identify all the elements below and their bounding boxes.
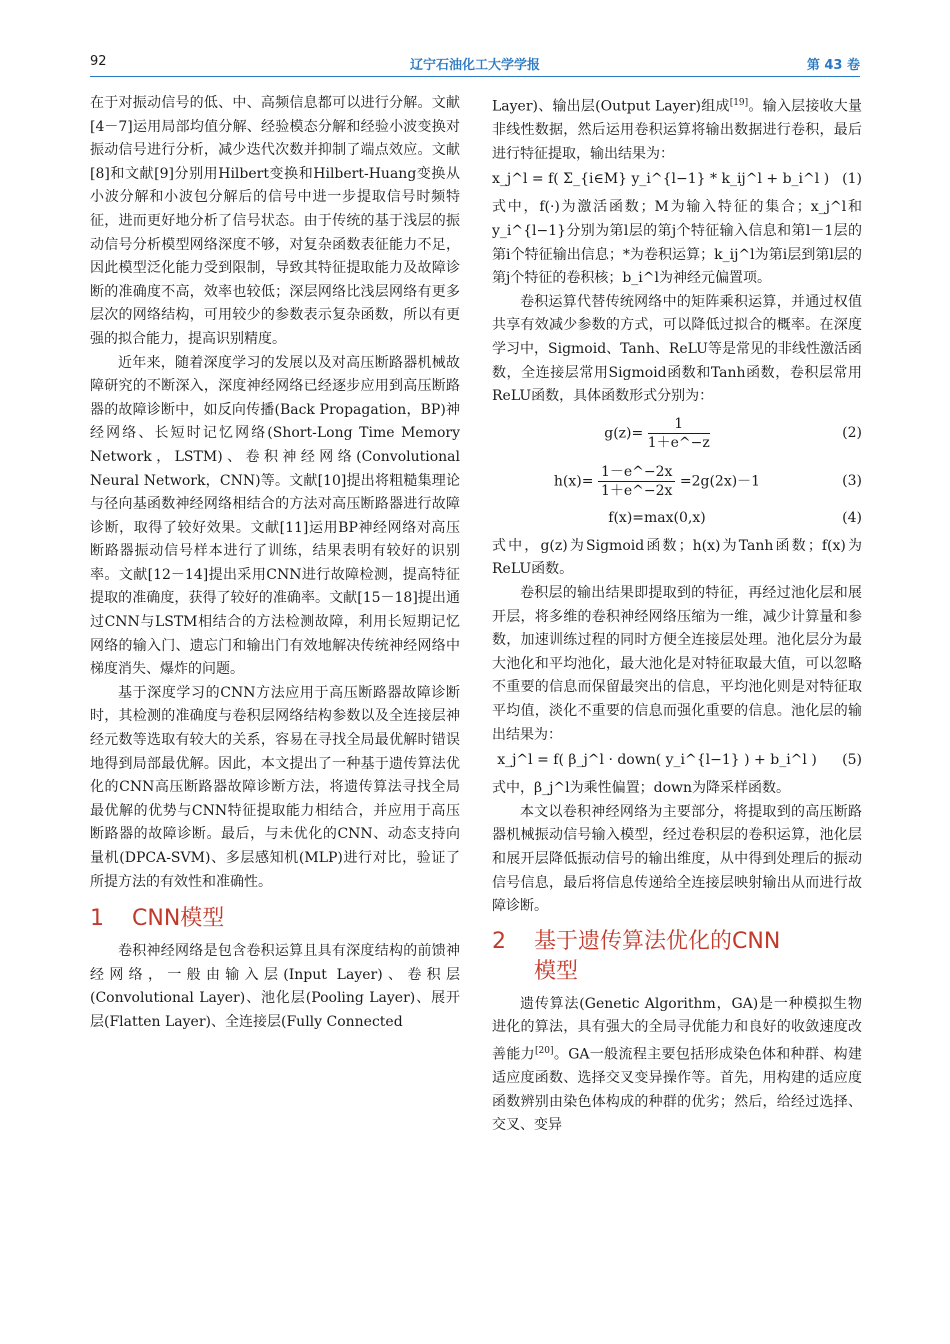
section-title-continued: 模型	[534, 958, 579, 984]
equation-number: (5)	[842, 752, 862, 769]
paragraph: 式中，g(z)为Sigmoid函数；h(x)为Tanh函数；f(x)为ReLU函数。	[492, 537, 862, 578]
equation-number: (4)	[842, 509, 862, 526]
section-title: CNN模型	[132, 906, 225, 932]
section-title: 基于遗传算法优化的CNN	[534, 928, 781, 954]
right-column	[492, 92, 862, 1138]
paragraph: 近年来，随着深度学习的发展以及对高压断路器机械故障研究的不断深入，深度神经网络已经逐步应用到高压断路器的故障诊断中，如反向传播(Back Propagation，BP)神经网络、长短时记忆网络(Short-Long Time Memory Network，LSTM)、卷积神经网络(Convolutional Neural Network，CNN)等。文献[10]提出将粗糙集理论与径向基函数神经网络相结合的方法对高压断路器进行故障诊断，取得了较好效果。文献[11]运用BP神经网络对高压断路器振动信号样本进行了训练，结果表明有较好的识别率。文献[12－14]提出采用CNN进行故障检测，提高特征提取的准确度，获得了较好的准确率。文献[15－18]提出通过CNN与LSTM相结合的方法检测故障，利用长短期记忆网络的输入门、遗忘门和输出门有效地解决传统神经网络中梯度消失、爆炸的问题。	[90, 354, 460, 678]
paragraph: 卷积运算代替传统网络中的矩阵乘积运算，并通过权值共享有效减少参数的方式，可以降低过拟合的概率。在深度学习中，Sigmoid、Tanh、ReLU等是常见的非线性激活函数，全连接层常用Sigmoid函数和Tanh函数，卷积层常用ReLU函数，具体函数形式分别为：	[492, 293, 862, 405]
paragraph: 卷积神经网络是包含卷积运算且具有深度结构的前馈神经网络，一般由输入层(Input Layer)、卷积层(Convolutional Layer)、池化层(Pooling Layer)、展开层(Flatten Layer)、全连接层(Fully Connected	[90, 943, 460, 1030]
paragraph: 本文以卷积神经网络为主要部分，将提取到的高压断路器机械振动信号输入模型，经过卷积层的卷积运算，池化层和展开层降低振动信号的输出维度，从中得到处理后的振动信号信息，最后将信息传递给全连接层映射输出从而进行故障诊断。	[492, 803, 862, 915]
paragraph: 式中，f(·)为激活函数；M为输入特征的集合；x_j^l和y_i^{l−1}分别为第l层的第j个特征输入信息和第l－1层的第i个特征输出信息；*为卷积运算；k_ij^l为第i层到第l层的第j个特征的卷积核；b_i^l为神经元偏置项。	[492, 199, 862, 287]
equation-3	[492, 457, 862, 505]
denominator: 1＋e^−2x	[600, 482, 673, 499]
paragraph: 卷积层的输出结果即提取到的特征，再经过池化层和展开层，将多维的卷积神经网络压缩为一维，减少计算量和参数，加速训练过程的同时方便全连接层处理。池化层分为最大池化和平均池化，最大池化是对特征取最大值，可以忽略不重要的信息而保留最突出的信息，平均池化则是对特征取平均值，淡化不重要的信息而强化重要的信息。池化层的输出结果为：	[492, 584, 862, 743]
section-number: 1	[90, 906, 104, 932]
equation-5	[492, 747, 862, 777]
equation-lhs: g(z)=	[604, 425, 644, 442]
equation-2	[492, 409, 862, 457]
section-heading-1	[90, 904, 460, 934]
equation-number: (2)	[842, 424, 862, 441]
paragraph-text: 。输入层接收大量非线性数据，然后运用卷积运算将输出数据进行卷积，最后进行特征提取，输出结果为：	[492, 98, 863, 162]
equation-expression: x_j^l = f( Σ_{i∈M} y_i^{l−1} * k_ij^l + b_i^l )	[492, 171, 830, 188]
paragraph-text: 遗传算法(Genetic Algorithm，GA)是一种模拟生物进化的算法，具有强大的全局寻优能力和良好的收敛速度改善能力	[492, 995, 862, 1063]
equation-number: (3)	[842, 472, 862, 489]
fraction	[598, 463, 675, 500]
fraction	[648, 415, 710, 452]
equation-rhs: =2g(2x)－1	[679, 473, 761, 490]
paragraph: 在于对振动信号的低、中、高频信息都可以进行分解。文献[4－7]运用局部均值分解、经验模态分解和经验小波变换对振动信号进行分析，减少迭代次数并抑制了端点效应。文献[8]和文献[9]分别用Hilbert变换和Hilbert-Huang变换从小波分解和小波包分解后的信号中进一步提取信号时频特征，进而更好地分析了信号状态。由于传统的基于浅层的振动信号分析模型网络深度不够，对复杂函数表征能力不足，因此模型泛化能力受到限制，导致其特征提取能力及故障诊断的准确度不高，效率也较低；深层网络比浅层网络有更多层次的网络结构，可用较少的参数表示复杂函数，所以有更强的拟合能力，提高识别精度。	[90, 95, 460, 347]
paragraph: 基于深度学习的CNN方法应用于高压断路器故障诊断时，其检测的准确度与卷积层网络结构参数以及全连接层神经元数等选取有较大的关系，容易在寻找全局最优解时错误地得到局部最优解。因此，本文提出了一种基于遗传算法优化的CNN高压断路器故障诊断方法，将遗传算法寻找全局最优解的优势与CNN特征提取能力相结合，并应用于高压断路器的故障诊断。最后，与未优化的CNN、动态支持向量机(DPCA-SVM)、多层感知机(MLP)进行对比，验证了所提方法的有效性和准确性。	[90, 684, 460, 890]
equation-lhs: h(x)=	[553, 473, 594, 490]
numerator: 1	[648, 415, 710, 434]
running-header	[90, 52, 860, 77]
paragraph	[492, 993, 862, 1138]
left-column	[90, 92, 460, 1035]
page-number: 92	[90, 54, 107, 69]
citation: [19]	[729, 98, 749, 108]
numerator: 1－e^−2x	[598, 463, 675, 482]
equation-1	[492, 166, 862, 196]
paragraph-text: Layer)、输出层(Output Layer)组成	[492, 98, 730, 115]
citation: [20]	[535, 1045, 554, 1056]
paragraph-text: 。GA一般流程主要包括形成染色体和种群、构建适应度函数、选择交叉变异操作等。首先，用构建的适应度函数辨别由染色体构成的种群的优劣；然后，给经过选择、交叉、变异	[492, 1046, 862, 1134]
equation-number: (1)	[842, 171, 862, 188]
paragraph: 式中，β_j^l为乘性偏置；down为降采样函数。	[492, 780, 791, 797]
volume-label: 第 43 卷	[806, 58, 860, 73]
equation-expression: f(x)=max(0,x)	[608, 509, 706, 526]
equation-4	[492, 505, 862, 535]
section-number: 2	[492, 928, 506, 954]
section-heading-2	[492, 927, 862, 987]
equation-expression: x_j^l = f( β_j^l · down( y_i^{l−1} ) + b_i^l )	[497, 752, 817, 769]
denominator: 1＋e^−z	[647, 434, 710, 451]
journal-title: 辽宁石油化工大学学报	[409, 58, 540, 73]
paragraph	[492, 92, 862, 166]
